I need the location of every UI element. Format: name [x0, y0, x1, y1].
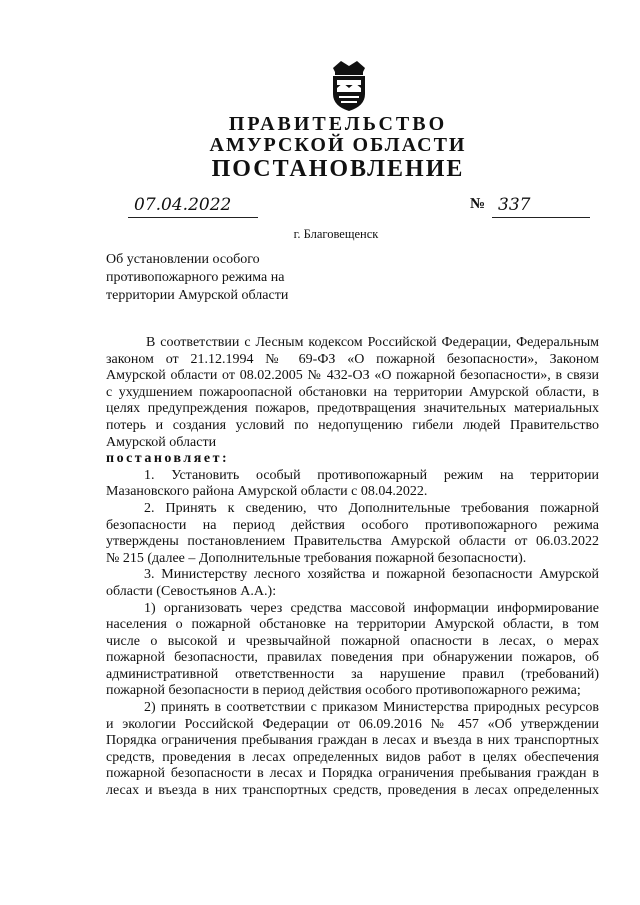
document-number: 337 [492, 196, 590, 218]
body-text-line: 1) организовать через средства массовой информации информирование [144, 600, 599, 616]
body-text-line: Порядка ограничения пребывания граждан в лесах и въезда в них транспортных [106, 733, 599, 749]
body-text-line: с ухудшением пожароопасной обстановки на территории Амурской области, в [106, 384, 599, 400]
body-text-line: Амурской области [106, 434, 217, 450]
body-text-line: пожарной безопасности в лесах и Порядка ограничения пребывания граждан в [106, 766, 599, 782]
body-text-line: безопасности на период действия особого противопожарного режима [106, 517, 599, 533]
body-text-line: В соответствии с Лесным кодексом Российской Федерации, Федеральным [146, 335, 599, 350]
body-text-line: Мазановского района Амурской области с 08.04.2022. [106, 484, 428, 500]
body-text-line: пожарной безопасности, правилах поведения при обнаружении пожаров, об [106, 650, 599, 666]
document-date: 07.04.2022 [128, 196, 258, 218]
subject-line: Об установлении особого [106, 252, 260, 267]
government-title: ПРАВИТЕЛЬСТВО [228, 113, 448, 135]
number-label: № [470, 196, 486, 212]
body-text-line: области (Севостьянов А.А.): [106, 583, 277, 599]
body-text-line: административной ответственности за нарушение правил (требований) [106, 666, 599, 682]
region-title: АМУРСКОЙ ОБЛАСТИ [209, 134, 467, 156]
body-text-line: лесах и въезда в них транспортных средств, проведения в лесах определенных [106, 783, 599, 799]
document-subject [106, 251, 366, 305]
body-text-line: законом от 21.12.1994 № 69-ФЗ «О пожарной безопасности», Законом [106, 351, 599, 367]
body-text-line: числе о высокой и чрезвычайной пожарной опасности в лесах, о мерах [106, 633, 599, 649]
body-text-line: 3. Министерству лесного хозяйства и пожарной безопасности Амурской [144, 567, 599, 583]
body-text-line: 2. Принять к сведению, что Дополнительные требования пожарной [144, 500, 599, 516]
body-text-line: Амурской области от 08.02.2005 № 432-ОЗ «О пожарной безопасности», в связи [106, 368, 599, 384]
body-text-line: населения о пожарной обстановке на территории Амурской области, в том [106, 617, 599, 633]
subject-line: территории Амурской области [106, 288, 289, 303]
city-line: г. Благовещенск [293, 227, 379, 241]
body-text-line: потерь и создания условий по недопущению гибели людей Правительство [106, 417, 599, 433]
document-type-title: ПОСТАНОВЛЕНИЕ [211, 156, 465, 182]
document-body [106, 335, 599, 800]
body-text-line: целях предупреждения пожаров, предотвращения значительных материальных [106, 401, 599, 417]
resolution-word: постановляет: [106, 451, 230, 467]
body-text-line: и экологии Российской Федерации от 06.09.2016 № 457 «Об утверждении [106, 716, 599, 732]
body-text-line: № 215 (далее – Дополнительные требования пожарной безопасности). [106, 550, 527, 566]
coat-of-arms-icon [327, 58, 371, 112]
body-text-line: пожарной безопасности в период действия особого противопожарного режима; [106, 683, 581, 699]
body-text-line: средств, проведения в лесах определенных видов работ в целях обеспечения [106, 749, 599, 765]
subject-line: противопожарного режима на [106, 270, 285, 285]
body-text-line: утверждены постановлением Правительства Амурской области от 06.03.2022 [106, 534, 599, 550]
body-text-line: 2) принять в соответствии с приказом Министерства природных ресурсов [144, 700, 599, 716]
body-text-line: 1. Установить особый противопожарный режим на территории [144, 467, 599, 483]
